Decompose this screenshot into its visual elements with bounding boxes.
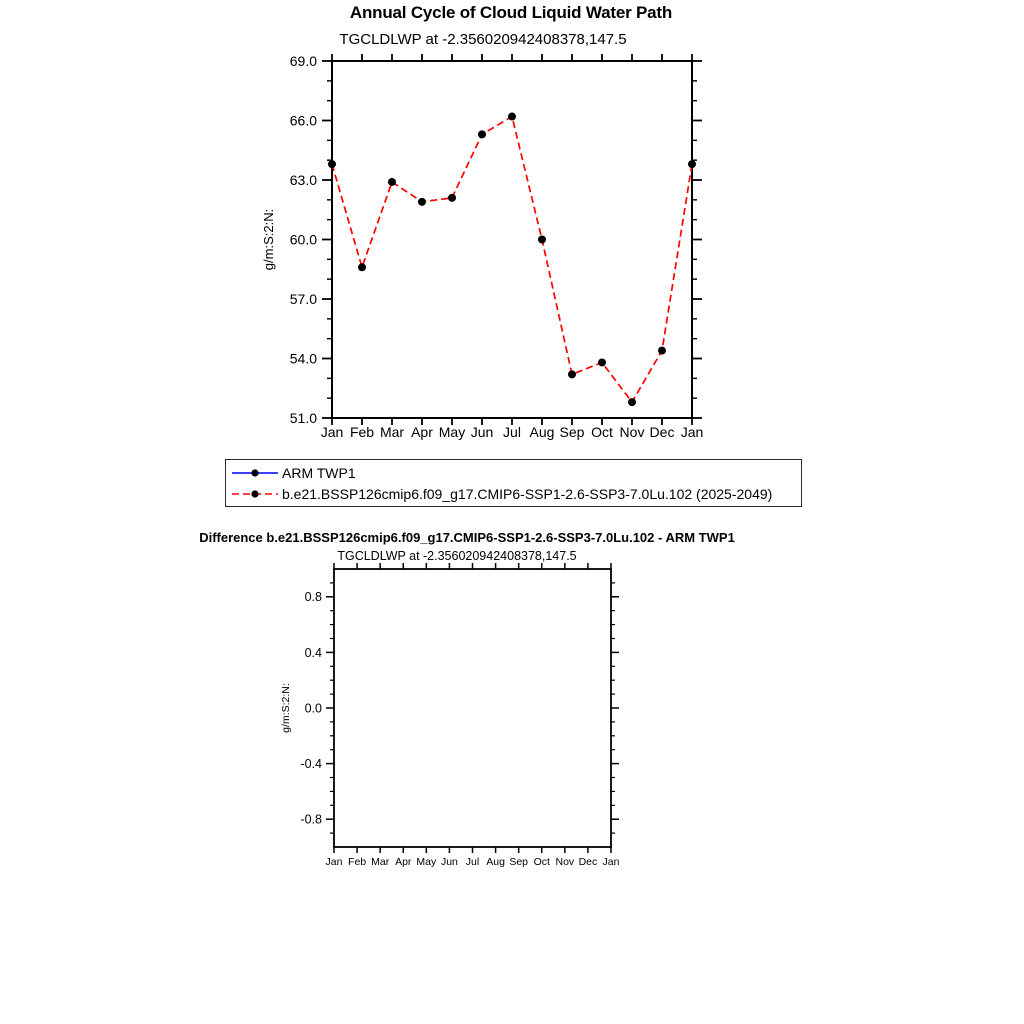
x-tick-label: Dec (578, 856, 598, 868)
x-tick-label: Sep (559, 424, 585, 440)
data-point-marker (478, 130, 486, 138)
data-point-marker (388, 178, 396, 186)
y-tick-label: 0.8 (304, 590, 322, 605)
y-tick-label: 51.0 (289, 409, 317, 426)
y-tick-label: -0.4 (300, 756, 322, 771)
difference-chart-title: Difference b.e21.BSSP126cmip6.f09_g17.CMIP6-SSP1-2.6-SSP3-7.0Lu.102 - ARM TWP1 (199, 530, 735, 545)
y-tick-label: 60.0 (289, 231, 317, 248)
x-tick-label: Nov (619, 424, 645, 440)
data-point-marker (628, 398, 636, 406)
x-tick-label: Jan (320, 424, 344, 440)
difference-chart (280, 563, 620, 868)
legend-line-sample-solid (229, 466, 281, 480)
legend-label-obs: ARM TWP1 (282, 464, 356, 481)
y-tick-label: 66.0 (289, 112, 317, 129)
y-tick-label: 63.0 (289, 171, 317, 188)
y-tick-label: 57.0 (289, 290, 317, 307)
x-tick-label: Jan (325, 856, 343, 868)
data-point-marker (688, 160, 696, 168)
y-axis-label: g/m:S:2:N: (280, 683, 292, 733)
difference-chart-subtitle: TGCLDLWP at -2.356020942408378,147.5 (337, 549, 577, 563)
data-point-marker (598, 358, 606, 366)
legend-item-obs (229, 462, 801, 483)
x-tick-label: Oct (533, 856, 550, 868)
x-tick-label: Jul (465, 856, 480, 868)
legend-label-model: b.e21.BSSP126cmip6.f09_g17.CMIP6-SSP1-2.6-SSP3-7.0Lu.102 (2025-2049) (282, 485, 773, 502)
y-tick-label: 54.0 (289, 350, 317, 367)
x-tick-label: Dec (649, 424, 675, 440)
x-tick-label: May (438, 424, 466, 440)
legend (225, 459, 802, 507)
x-tick-label: Apr (395, 856, 412, 868)
legend-marker-dot (251, 490, 258, 497)
data-point-marker (358, 263, 366, 271)
x-tick-label: Feb (349, 424, 375, 440)
series-line (332, 117, 692, 403)
x-tick-label: Aug (486, 856, 505, 868)
data-point-marker (448, 194, 456, 202)
x-tick-label: Jun (470, 424, 494, 440)
y-tick-label: 0.0 (304, 701, 322, 716)
x-tick-label: Sep (509, 856, 529, 868)
x-tick-label: Mar (371, 856, 390, 868)
x-tick-label: Jan (680, 424, 704, 440)
data-point-marker (418, 198, 426, 206)
x-tick-label: Jan (602, 856, 620, 868)
annual-cycle-chart (261, 53, 703, 440)
x-tick-label: May (416, 856, 437, 868)
x-tick-label: Aug (529, 424, 555, 440)
y-tick-label: 69.0 (289, 52, 317, 69)
legend-item-model (229, 483, 801, 504)
x-tick-label: Jun (440, 856, 458, 868)
x-tick-label: Apr (411, 424, 433, 440)
x-tick-label: Oct (591, 424, 613, 440)
x-tick-label: Mar (379, 424, 405, 440)
y-tick-label: 0.4 (304, 645, 322, 660)
data-point-marker (328, 160, 336, 168)
legend-marker-dot (251, 469, 258, 476)
x-tick-label: Feb (348, 856, 367, 868)
data-point-marker (538, 236, 546, 244)
plot-box (334, 569, 611, 847)
y-axis-label: g/m:S:2:N: (261, 208, 276, 271)
data-point-marker (568, 370, 576, 378)
legend-line-sample-dashed (229, 487, 281, 501)
y-tick-label: -0.8 (300, 812, 322, 827)
top-chart-subtitle: TGCLDLWP at -2.356020942408378,147.5 (339, 31, 627, 48)
data-point-marker (508, 113, 516, 121)
x-tick-label: Nov (555, 856, 575, 868)
x-tick-label: Jul (503, 424, 521, 440)
main-title: Annual Cycle of Cloud Liquid Water Path (349, 3, 673, 22)
data-point-marker (658, 347, 666, 355)
